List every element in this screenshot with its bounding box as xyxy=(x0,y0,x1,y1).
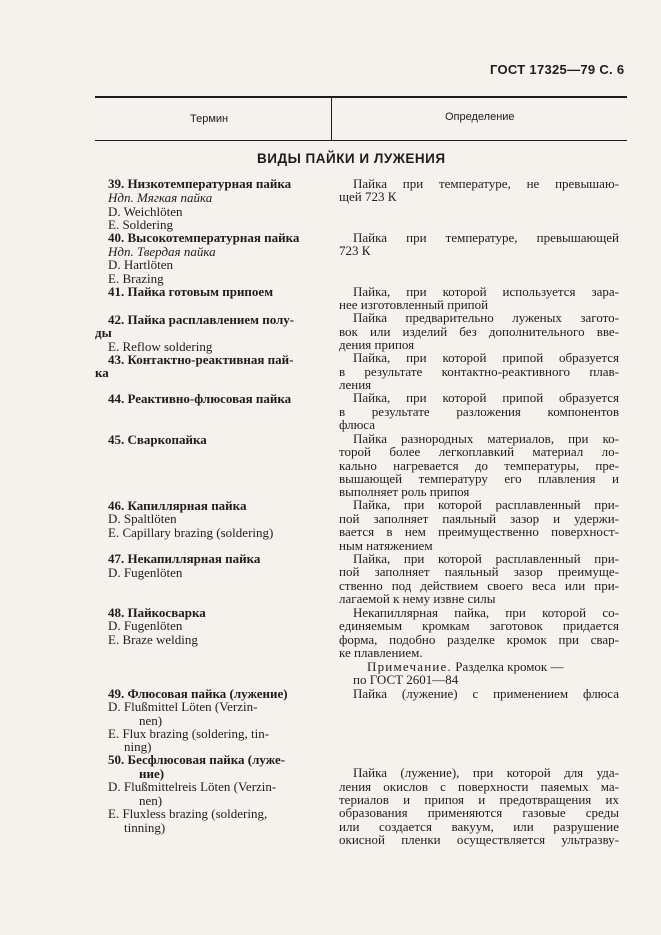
term-40-name: 40. Высокотемпературная пайка xyxy=(108,230,300,245)
def-45-line-4: вышающей температуру его плавления и xyxy=(339,471,619,486)
def-39-line-2: щей 723 К xyxy=(339,189,397,204)
term-48-en: E. Braze welding xyxy=(108,632,198,647)
def-41-line-1: Пайка, при которой используется зара- xyxy=(353,284,619,299)
def-50-line-1: Пайка (лужение), при которой для уда- xyxy=(353,765,619,780)
page-reference: ГОСТ 17325—79 С. 6 xyxy=(490,62,625,77)
term-40-en: E. Brazing xyxy=(108,271,164,286)
term-50-en: E. Fluxless brazing (soldering, xyxy=(108,806,268,821)
def-46-line-2: пой заполняет паяльный зазор и удержи- xyxy=(339,511,619,526)
def-47-line-4: лагаемой к нему извне силы xyxy=(339,591,496,606)
term-49-en: E. Flux brazing (soldering, tin- xyxy=(108,726,270,741)
def-46-line-1: Пайка, при которой расплавленный при- xyxy=(353,497,619,512)
term-46-name: 46. Капиллярная пайка xyxy=(108,498,247,513)
term-42-en: E. Reflow soldering xyxy=(108,339,213,354)
term-49-en-cont: ning) xyxy=(124,739,152,754)
term-49-name: 49. Флюсовая пайка (лужение) xyxy=(108,686,288,701)
def-43-line-1: Пайка, при которой припой образуется xyxy=(353,350,619,365)
def-41-line-2: нее изготовленный припой xyxy=(339,297,489,312)
term-41-name: 41. Пайка готовым припоем xyxy=(108,284,274,299)
table-column-divider-head xyxy=(331,98,332,140)
term-40-deprecated: Ндп. Твердая пайка xyxy=(108,244,216,259)
term-49-de-cont: nen) xyxy=(139,713,163,728)
term-49-de: D. Flußmittel Löten (Verzin- xyxy=(108,699,258,714)
term-39-de: D. Weichlöten xyxy=(108,204,183,219)
term-46-de: D. Spaltlöten xyxy=(108,511,177,526)
def-42-line-3: дения припоя xyxy=(339,337,415,352)
def-42-line-1: Пайка предварительно луженых загото- xyxy=(353,310,619,325)
term-47-de: D. Fugenlöten xyxy=(108,565,183,580)
table-top-rule xyxy=(95,96,627,98)
column-header-terms: Термин xyxy=(190,113,229,125)
column-header-definition: Определение xyxy=(445,111,515,123)
note-text: Разделка кромок — xyxy=(455,659,564,674)
term-44-name: 44. Реактивно-флюсовая пайка xyxy=(108,391,292,406)
term-40-de: D. Hartlöten xyxy=(108,257,173,272)
def-44-line-3: флюса xyxy=(339,417,375,432)
note-label: Примечание. xyxy=(367,659,452,674)
def-43-line-3: ления xyxy=(339,377,372,392)
def-46-line-3: вается в нем преимущественно поверхност- xyxy=(339,524,619,539)
def-39-line-1: Пайка при температуре, не превышаю- xyxy=(353,176,619,191)
term-50-en-cont: tinning) xyxy=(124,820,166,835)
term-39-deprecated: Ндп. Мягкая пайка xyxy=(108,190,213,205)
term-43-name: 43. Контактно-реактивная пай- xyxy=(108,352,294,367)
def-47-line-3: ственно под действием своего веса или при- xyxy=(339,578,619,593)
def-48-line-1: Некапиллярная пайка, при которой со- xyxy=(353,605,619,620)
def-40-line-1: Пайка при температуре, превышающей xyxy=(353,230,619,245)
def-44-line-1: Пайка, при которой припой образуется xyxy=(353,390,619,405)
term-39-en: E. Soldering xyxy=(108,217,173,232)
term-50-name: 50. Бесфлюсовая пайка (луже- xyxy=(108,752,286,767)
term-47-name: 47. Некапиллярная пайка xyxy=(108,551,261,566)
term-42-name-cont: ды xyxy=(95,325,112,340)
def-45-line-3: кально нагревается до температуры, пре- xyxy=(339,458,619,473)
def-50-line-6: окисной пленки осуществляется ультразву- xyxy=(339,832,619,847)
term-50-de-cont: nen) xyxy=(139,793,163,808)
term-48-de: D. Fugenlöten xyxy=(108,618,183,633)
def-44-line-2: в результате разложения компонентов xyxy=(339,404,619,419)
term-43-name-cont: ка xyxy=(95,365,109,380)
def-50-line-5: или создается вакуум, или разрушение xyxy=(339,819,619,834)
def-42-line-2: вок или изделий без дополнительного вве- xyxy=(339,324,619,339)
section-title: ВИДЫ ПАЙКИ И ЛУЖЕНИЯ xyxy=(257,151,446,166)
def-50-line-3: териалов и припоя и предотвращения их xyxy=(339,792,619,807)
term-46-en: E. Capillary brazing (soldering) xyxy=(108,525,274,540)
term-45-name: 45. Сваркопайка xyxy=(108,432,207,447)
def-50-line-2: ления окислов с поверхности паяемых ма- xyxy=(339,779,619,794)
def-43-line-2: в результате контактно-реактивного плав- xyxy=(339,364,619,379)
def-45-line-2: торой более легкоплавкий материал ло- xyxy=(339,444,619,459)
def-48-line-2: единяемым кромкам заготовок придается xyxy=(339,618,619,633)
def-40-line-2: 723 К xyxy=(339,243,371,258)
def-47-line-1: Пайка, при которой расплавленный при- xyxy=(353,551,619,566)
term-50-name-cont: ние) xyxy=(139,766,165,781)
term-42-name: 42. Пайка расплавлением полу- xyxy=(108,312,295,327)
term-48-name: 48. Пайкосварка xyxy=(108,605,206,620)
def-45-line-1: Пайка разнородных материалов, при ко- xyxy=(353,431,619,446)
def-49-line-1: Пайка (лужение) с применением флюса xyxy=(353,686,619,701)
term-50-de: D. Flußmittelreis Löten (Verzin- xyxy=(108,779,277,794)
def-45-line-5: выполняет роль припоя xyxy=(339,484,470,499)
def-47-line-2: пой заполняет паяльный зазор преимуще- xyxy=(339,564,619,579)
def-48-line-4: ке плавлением. xyxy=(339,645,423,660)
table-head-bottom-rule xyxy=(95,140,627,141)
term-39-name: 39. Низкотемпературная пайка xyxy=(108,176,292,191)
def-50-line-4: образования применяются газовые среды xyxy=(339,805,619,820)
def-48-line-3: форма, подобно разделке кромок при свар- xyxy=(339,632,619,647)
note-line-2: по ГОСТ 2601—84 xyxy=(353,672,459,687)
def-46-line-4: ным натяжением xyxy=(339,538,433,553)
